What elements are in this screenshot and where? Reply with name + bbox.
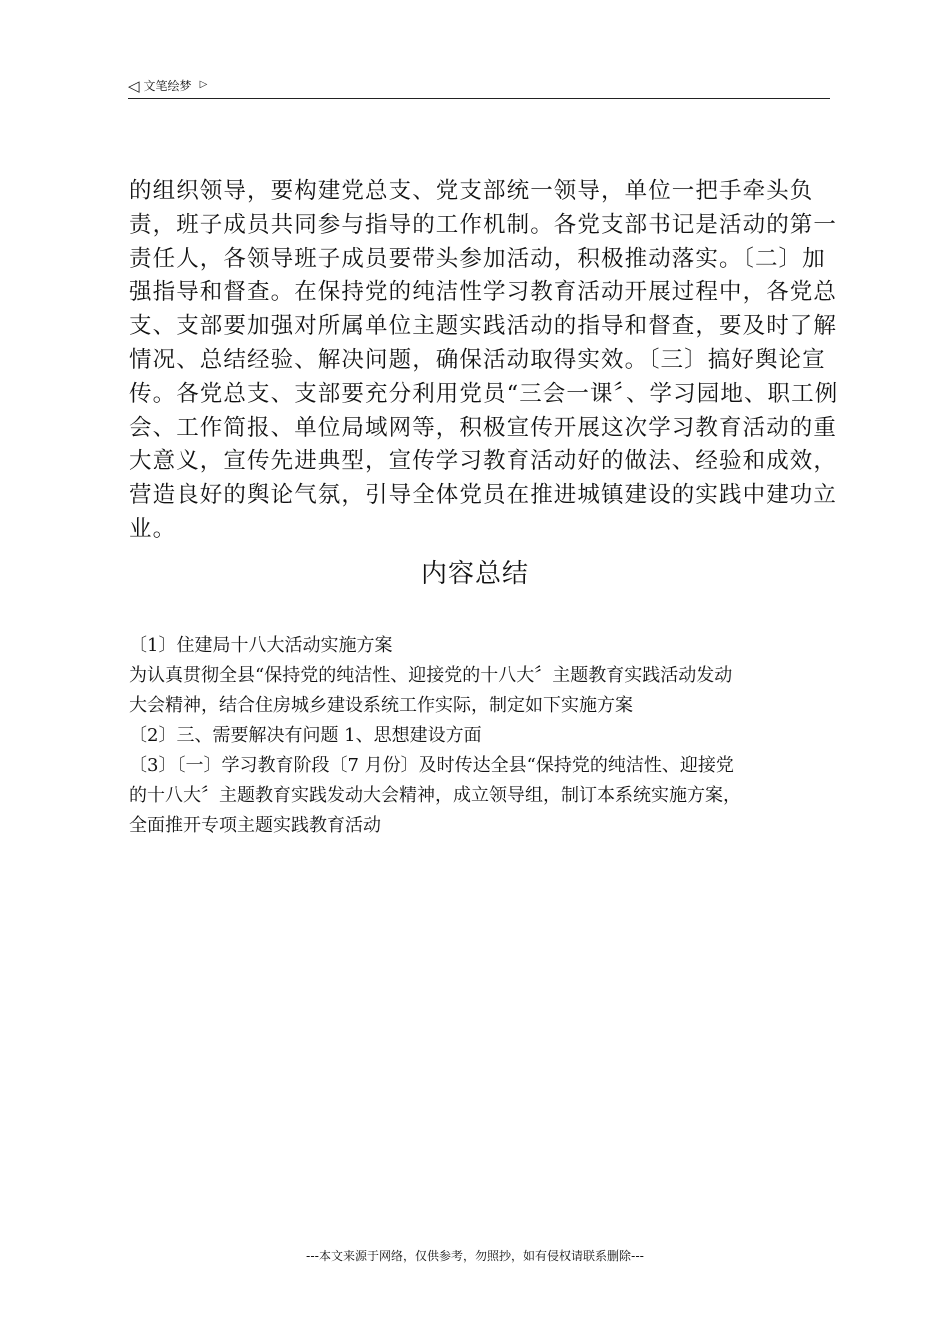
triangle-right-icon: ▷	[199, 79, 208, 90]
summary-line: 为认真贯彻全县“保持党的纯洁性、迎接党的十八大〞主题教育实践活动发动	[129, 665, 733, 686]
body-paragraph: 的组织领导，要构建党总支、党支部统一领导，单位一把手牵头负责，班子成员共同参与指导的工作机制。各党支部书记是活动的第一责任人，各领导班子成员要带头参加活动，积极推动落实。〔二〕加强指导和督查。在保持党的纯洁性学习教育活动开展过程中，各党总支、支部要加强对所属单位主题实践活动的指导和督查，要及时了解情况、总结经验、解决问题，确保活动取得实效。〔三〕搞好舆论宣传。各党总支、支部要充分利用党员“三会一课〞、学习园地、职工例会、工作简报、单位局域网等，积极宣传开展这次学习教育活动的重大意义，宣传先进典型，宣传学习教育活动好的做法、经验和成效，营造良好的舆论气氛，引导全体党员在推进城镇建设的实践中建功立业。	[129, 178, 839, 542]
brand-name: 文笔绘梦	[143, 79, 192, 93]
summary-line: 大会精神，结合住房城乡建设系统工作实际，制定如下实施方案	[129, 695, 633, 716]
triangle-left-icon: ◁	[128, 77, 140, 95]
summary-line: 〔3〕〔一〕学习教育阶段〔7 月份〕及时传达全县“保持党的纯洁性、迎接党	[129, 755, 734, 776]
summary-line: 全面推开专项主题实践教育活动	[129, 815, 381, 836]
page-header	[128, 74, 830, 99]
summary-title: 内容总结	[420, 559, 529, 589]
brand	[128, 76, 207, 94]
summary-line: 〔2〕三、需要解决有问题 1、思想建设方面	[129, 725, 482, 746]
footer-disclaimer: ---本文来源于网络，仅供参考，勿照抄，如有侵权请联系删除---	[306, 1249, 644, 1263]
summary-list	[129, 631, 834, 841]
summary-line: 〔1〕住建局十八大活动实施方案	[129, 635, 393, 656]
summary-line: 的十八大〞主题教育实践发动大会精神，成立领导组，制订本系统实施方案，	[129, 785, 741, 806]
